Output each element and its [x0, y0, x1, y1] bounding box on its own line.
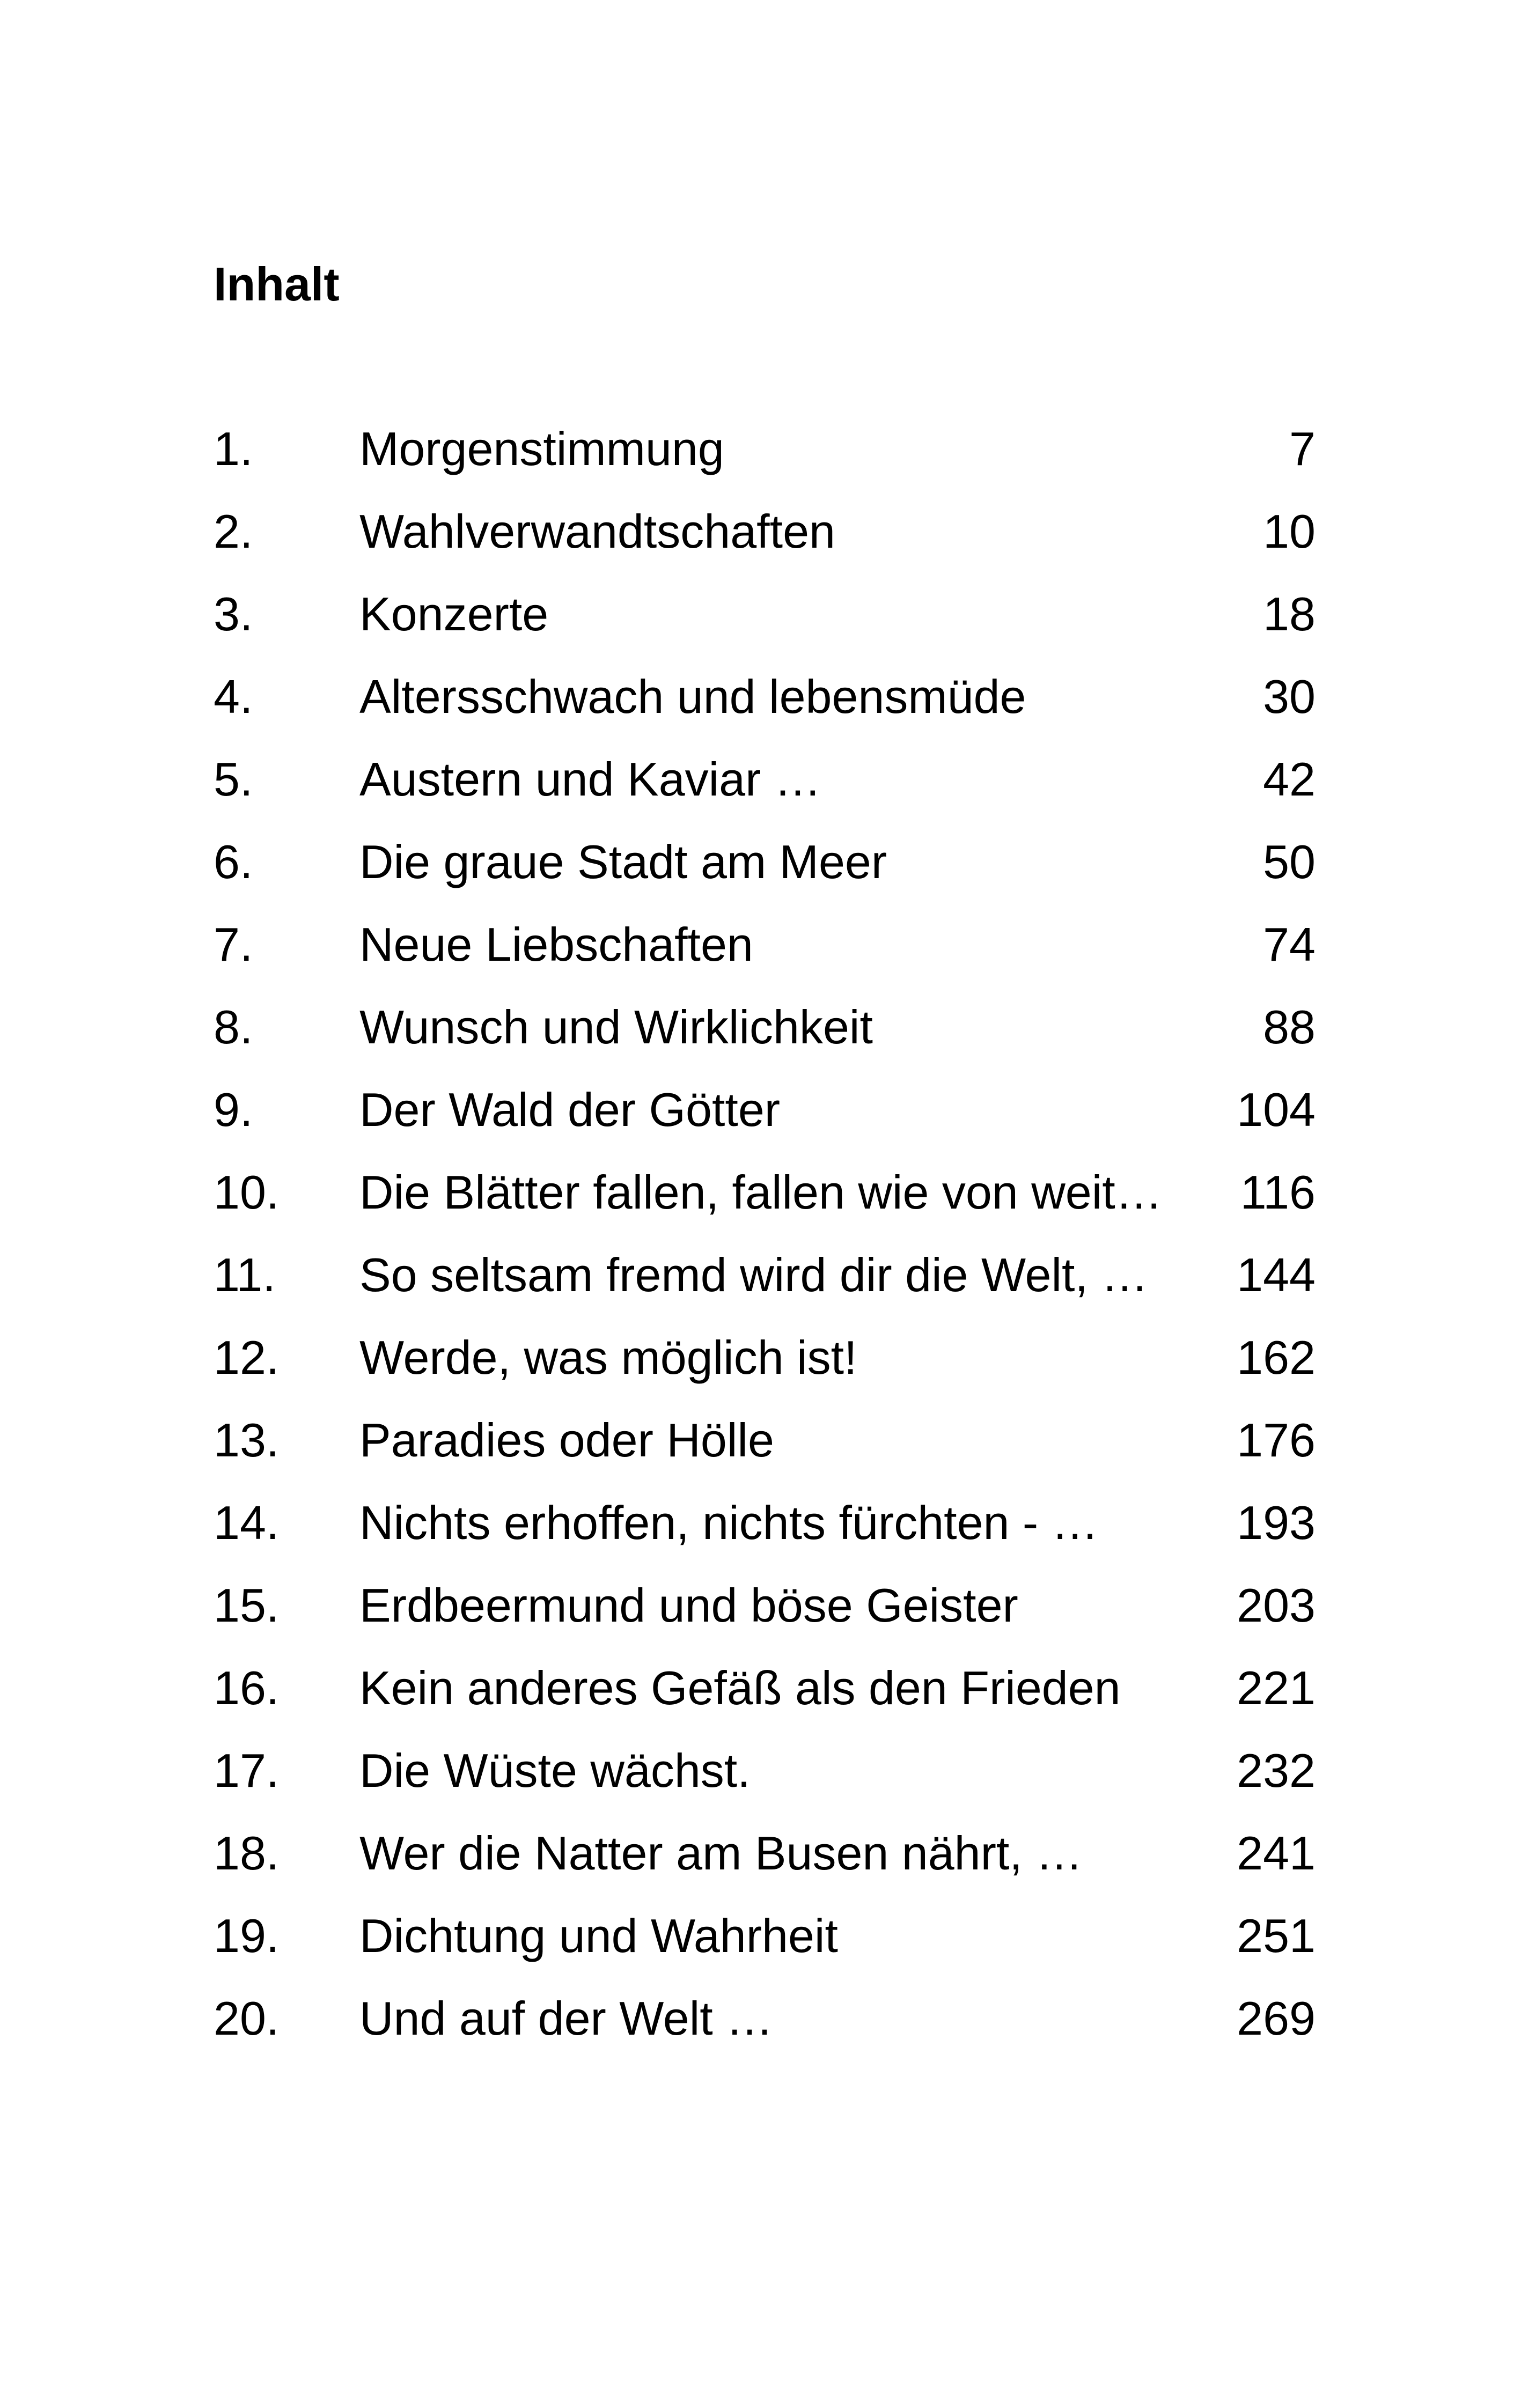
chapter-title: Austern und Kaviar …: [359, 753, 821, 806]
chapter-number: 5.: [214, 753, 253, 806]
page-number: 30: [1263, 670, 1316, 723]
chapter-title: Kein anderes Gefäß als den Frieden: [359, 1661, 1121, 1714]
page-title: Inhalt: [214, 257, 340, 311]
chapter-number: 7.: [214, 918, 253, 971]
chapter-number: 2.: [214, 505, 253, 558]
page-number: 7: [1289, 422, 1316, 475]
chapter-number: 8.: [214, 1000, 253, 1054]
page-number: 42: [1263, 753, 1316, 806]
toc-entry: [214, 1408, 1316, 1491]
chapter-title: Altersschwach und lebensmüde: [359, 670, 1026, 723]
page-number: 203: [1237, 1579, 1316, 1632]
toc-entry: [214, 1739, 1316, 1821]
page-number: 88: [1263, 1000, 1316, 1054]
chapter-title: Die Blätter fallen, fallen wie von weit…: [359, 1166, 1163, 1219]
toc-entry: [214, 912, 1316, 995]
toc-entry: [214, 1656, 1316, 1739]
page-number: 193: [1237, 1496, 1316, 1549]
chapter-title: Die Wüste wächst.: [359, 1744, 751, 1797]
toc-entry: [214, 1986, 1316, 2069]
toc-entry: [214, 747, 1316, 830]
chapter-number: 9.: [214, 1083, 253, 1136]
toc-entry: [214, 995, 1316, 1078]
chapter-title: Wahlverwandtschaften: [359, 505, 835, 558]
page-number: 221: [1237, 1661, 1316, 1714]
chapter-title: Werde, was möglich ist!: [359, 1331, 857, 1384]
toc-entry: [214, 1573, 1316, 1656]
toc-entry: [214, 1821, 1316, 1904]
toc-entry: [214, 1160, 1316, 1243]
toc-entry: [214, 665, 1316, 747]
chapter-number: 17.: [214, 1744, 280, 1797]
chapter-title: Wer die Natter am Busen nährt, …: [359, 1827, 1083, 1880]
chapter-title: Paradies oder Hölle: [359, 1413, 774, 1467]
toc-entry: [214, 499, 1316, 582]
page-number: 241: [1237, 1827, 1316, 1880]
page-number: 50: [1263, 835, 1316, 888]
chapter-title: So seltsam fremd wird dir die Welt, …: [359, 1248, 1149, 1301]
chapter-title: Erdbeermund und böse Geister: [359, 1579, 1018, 1632]
toc-entry: [214, 1078, 1316, 1160]
toc-entry: [214, 417, 1316, 499]
chapter-number: 1.: [214, 422, 253, 475]
chapter-title: Der Wald der Götter: [359, 1083, 781, 1136]
toc-entry: [214, 1904, 1316, 1986]
chapter-number: 13.: [214, 1413, 280, 1467]
chapter-number: 10.: [214, 1166, 280, 1219]
table-of-contents: [214, 417, 1316, 2069]
page-number: 176: [1237, 1413, 1316, 1467]
page-number: 74: [1263, 918, 1316, 971]
page-number: 144: [1237, 1248, 1316, 1301]
chapter-title: Und auf der Welt …: [359, 1992, 774, 2045]
toc-entry: [214, 1325, 1316, 1408]
chapter-number: 16.: [214, 1661, 280, 1714]
page-number: 104: [1237, 1083, 1316, 1136]
chapter-number: 15.: [214, 1579, 280, 1632]
page-number: 269: [1237, 1992, 1316, 2045]
page-number: 116: [1240, 1166, 1316, 1219]
chapter-number: 3.: [214, 587, 253, 640]
page-number: 162: [1237, 1331, 1316, 1384]
chapter-title: Neue Liebschaften: [359, 918, 753, 971]
chapter-title: Dichtung und Wahrheit: [359, 1909, 838, 1962]
page-number: 232: [1237, 1744, 1316, 1797]
chapter-number: 12.: [214, 1331, 280, 1384]
toc-entry: [214, 1491, 1316, 1573]
chapter-title: Wunsch und Wirklichkeit: [359, 1000, 873, 1054]
chapter-number: 20.: [214, 1992, 280, 2045]
chapter-title: Morgenstimmung: [359, 422, 724, 475]
page-number: 10: [1263, 505, 1316, 558]
chapter-title: Die graue Stadt am Meer: [359, 835, 887, 888]
chapter-number: 11.: [214, 1248, 276, 1301]
chapter-number: 18.: [214, 1827, 280, 1880]
page-number: 18: [1263, 587, 1316, 640]
toc-entry: [214, 582, 1316, 665]
chapter-number: 6.: [214, 835, 253, 888]
toc-entry: [214, 1243, 1316, 1325]
toc-entry: [214, 830, 1316, 912]
chapter-title: Konzerte: [359, 587, 549, 640]
chapter-number: 19.: [214, 1909, 280, 1962]
chapter-number: 14.: [214, 1496, 280, 1549]
chapter-title: Nichts erhoffen, nichts fürchten - …: [359, 1496, 1099, 1549]
chapter-number: 4.: [214, 670, 253, 723]
page-number: 251: [1237, 1909, 1316, 1962]
